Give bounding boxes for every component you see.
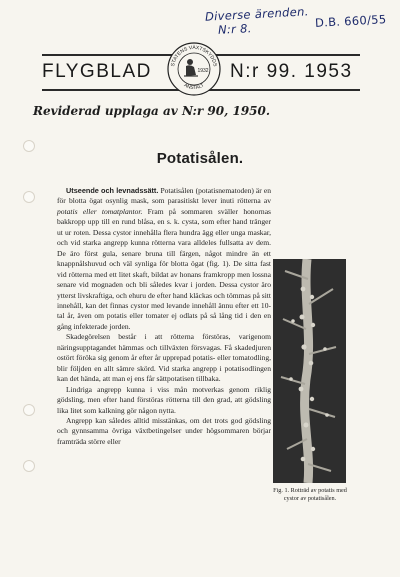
- binder-hole: [23, 404, 35, 416]
- section-lead: Utseende och levnadssätt.: [66, 186, 159, 195]
- binder-hole: [23, 191, 35, 203]
- figure-photo: [273, 259, 346, 483]
- seal-year: 1932: [197, 68, 209, 74]
- binder-hole: [23, 140, 35, 152]
- paragraph-1-text-a: Potatisålen (potatisnematoden) är en för blotta ögat osynlig mask, som parasitiskt lever inuti rötterna av: [57, 186, 271, 206]
- handwritten-note: Diverse ärenden.: [204, 4, 309, 24]
- masthead-issue: N:r 99. 1953: [230, 61, 353, 82]
- article-title: Potatisålen.: [156, 150, 244, 167]
- institution-seal: [166, 41, 222, 97]
- seal-bottom-text: ANSTALT: [182, 82, 206, 92]
- paragraph-3: Lindriga angrepp kunna i viss mån motverkas genom riklig gödsling, men efter hand förstöras rötterna till den grad, att gödsling lika litet som kalkning gör någon nytta.: [57, 384, 271, 415]
- handwritten-number: N:r 8.: [217, 21, 252, 37]
- handwritten-reference: D.B. 660/55: [314, 12, 387, 30]
- paragraph-4: Angrepp kan således alltid misstänkas, om det trots god gödsling och gynnsamma övriga växtbetingelser under högsommaren börjar framträda större eller: [57, 415, 271, 446]
- binder-hole: [23, 460, 35, 472]
- revision-note: Reviderad upplaga av N:r 90, 1950.: [33, 104, 271, 118]
- paragraph-2: Skadegörelsen består i att rötterna förstöras, varigenom näringsupptagandet hämmas och tillväxten försvagas. Få skadedjuren ostört föröka sig genom år efter år upprepad potatis- eller tomatodling, blir följden en allt sämre skörd. Vid starka angrepp i potatisodlingen kan det hända, att man ej ens får sättpotatisen tillbaka.: [57, 332, 271, 384]
- paragraph-1-italic: potatis eller tomatplantor.: [57, 206, 143, 216]
- article-body: [57, 186, 271, 447]
- paragraph-1: [57, 186, 271, 332]
- seal-top-text: STATENS VÄXTSKYDDS: [170, 44, 218, 68]
- paragraph-1-text-b: Fram på sommaren sväller honornas bakkropp upp till en rund blåsa, en s. k. cysta, som efter hand tränger ut ur roten. Dessa cystor innehålla flera hundra ägg eller unga maskar, och vid starka angrepp kunna rötterna vara alldeles fullsatta av dem. De äro först gula, senare bruna till färgen, något mindre än ett knappnålshuvud och väl synliga för blotta ögat (fig. 1). De sitta fast vid rötterna med ett litet skaft, bildat av honans framkropp men lossna senare vid mognaden och bli således kvar i jorden. Dessa cystor äro ytterst livskraftiga, och ehuru de efter hand kläckas och tömmas på sitt innehåll, kan det finnas cystor med levande innehåll ännu efter ett 10-tal år, även om potatis eller tomater ej odlats på så lång tid i den en gång infekterade jorden.: [57, 206, 271, 331]
- figure-caption: Fig. 1. Rotträd av potatis med cystor av potatisålen.: [273, 487, 347, 502]
- masthead-flygblad: FLYGBLAD: [42, 61, 152, 82]
